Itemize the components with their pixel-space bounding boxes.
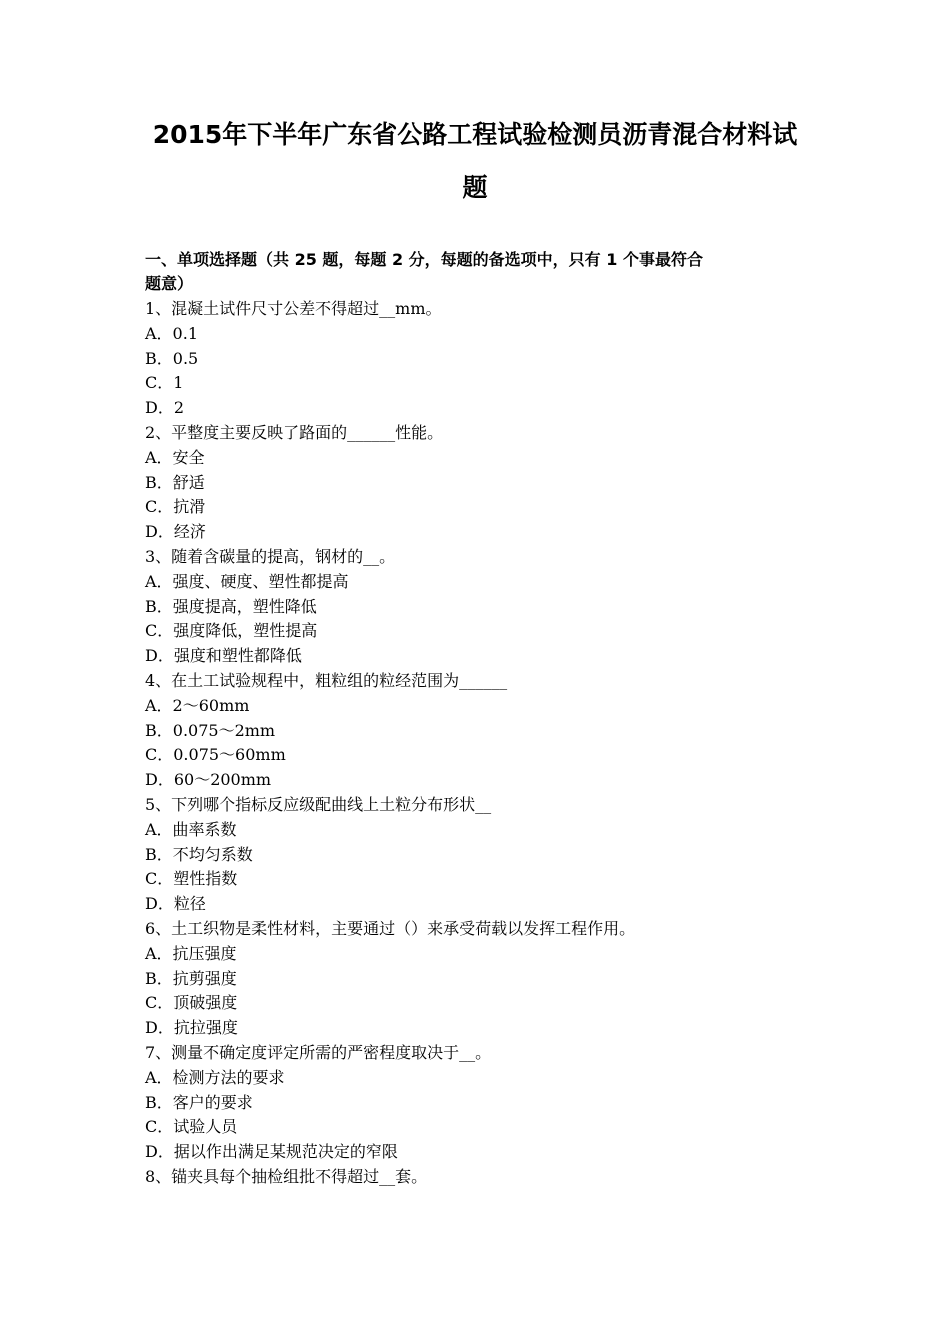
question-stem: 2、平整度主要反映了路面的______性能。 <box>145 422 444 442</box>
answer-option: D．抗拉强度 <box>145 1018 238 1038</box>
answer-option: B．强度提高，塑性降低 <box>145 596 317 616</box>
question-stem: 3、随着含碳量的提高，钢材的__。 <box>145 546 396 566</box>
answer-option: A．抗压强度 <box>145 943 237 963</box>
page-title-line-1: 2015年下半年广东省公路工程试验检测员沥青混合材料试 <box>152 120 798 149</box>
answer-option: C．顶破强度 <box>145 993 238 1013</box>
answer-option: A．强度、硬度、塑性都提高 <box>145 571 349 591</box>
question-stem: 4、在土工试验规程中，粗粒组的粒经范围为______ <box>145 670 508 690</box>
answer-option: A．检测方法的要求 <box>145 1067 285 1087</box>
answer-option: D．粒径 <box>145 894 206 914</box>
question-stem: 1、混凝土试件尺寸公差不得超过__mm。 <box>145 299 442 318</box>
question-stem: 7、测量不确定度评定所需的严密程度取决于__。 <box>145 1042 492 1062</box>
question-stem: 8、锚夹具每个抽检组批不得超过__套。 <box>145 1166 428 1186</box>
answer-option: C．试验人员 <box>145 1117 238 1137</box>
answer-option: D．2 <box>145 398 185 418</box>
answer-option: B．0.5 <box>145 348 199 368</box>
answer-option: B．不均匀系数 <box>145 844 253 864</box>
answer-option: A．安全 <box>145 447 205 467</box>
answer-option: D．经济 <box>145 522 206 542</box>
answer-option: D．60～200mm <box>145 770 272 790</box>
question-stem: 5、下列哪个指标反应级配曲线上土粒分布形状__ <box>145 794 492 814</box>
section-heading-line-1: 一、单项选择题（共 25 题，每题 2 分，每题的备选项中，只有 1 个事最符合 <box>145 250 703 269</box>
answer-option: B．客户的要求 <box>145 1092 253 1112</box>
answer-option: D．据以作出满足某规范决定的窄限 <box>145 1142 398 1162</box>
answer-option: C．1 <box>145 373 184 393</box>
answer-option: A．0.1 <box>145 323 199 343</box>
question-stem: 6、土工织物是柔性材料，主要通过（）来承受荷载以发挥工程作用。 <box>145 918 636 938</box>
answer-option: A．2～60mm <box>145 695 250 715</box>
section-heading <box>145 248 810 296</box>
page-title-line-2: 题 <box>462 173 488 202</box>
answer-option: C．抗滑 <box>145 497 206 517</box>
answer-option: B．0.075～2mm <box>145 720 276 740</box>
answer-option: B．抗剪强度 <box>145 968 237 988</box>
answer-option: A．曲率系数 <box>145 819 237 839</box>
answer-option: C．强度降低，塑性提高 <box>145 621 318 641</box>
section-heading-line-2: 题意） <box>145 274 194 293</box>
answer-option: C．塑性指数 <box>145 869 238 889</box>
answer-option: B．舒适 <box>145 472 205 492</box>
answer-option: D．强度和塑性都降低 <box>145 646 302 666</box>
answer-option: C．0.075～60mm <box>145 745 286 765</box>
question-list <box>145 297 825 1190</box>
